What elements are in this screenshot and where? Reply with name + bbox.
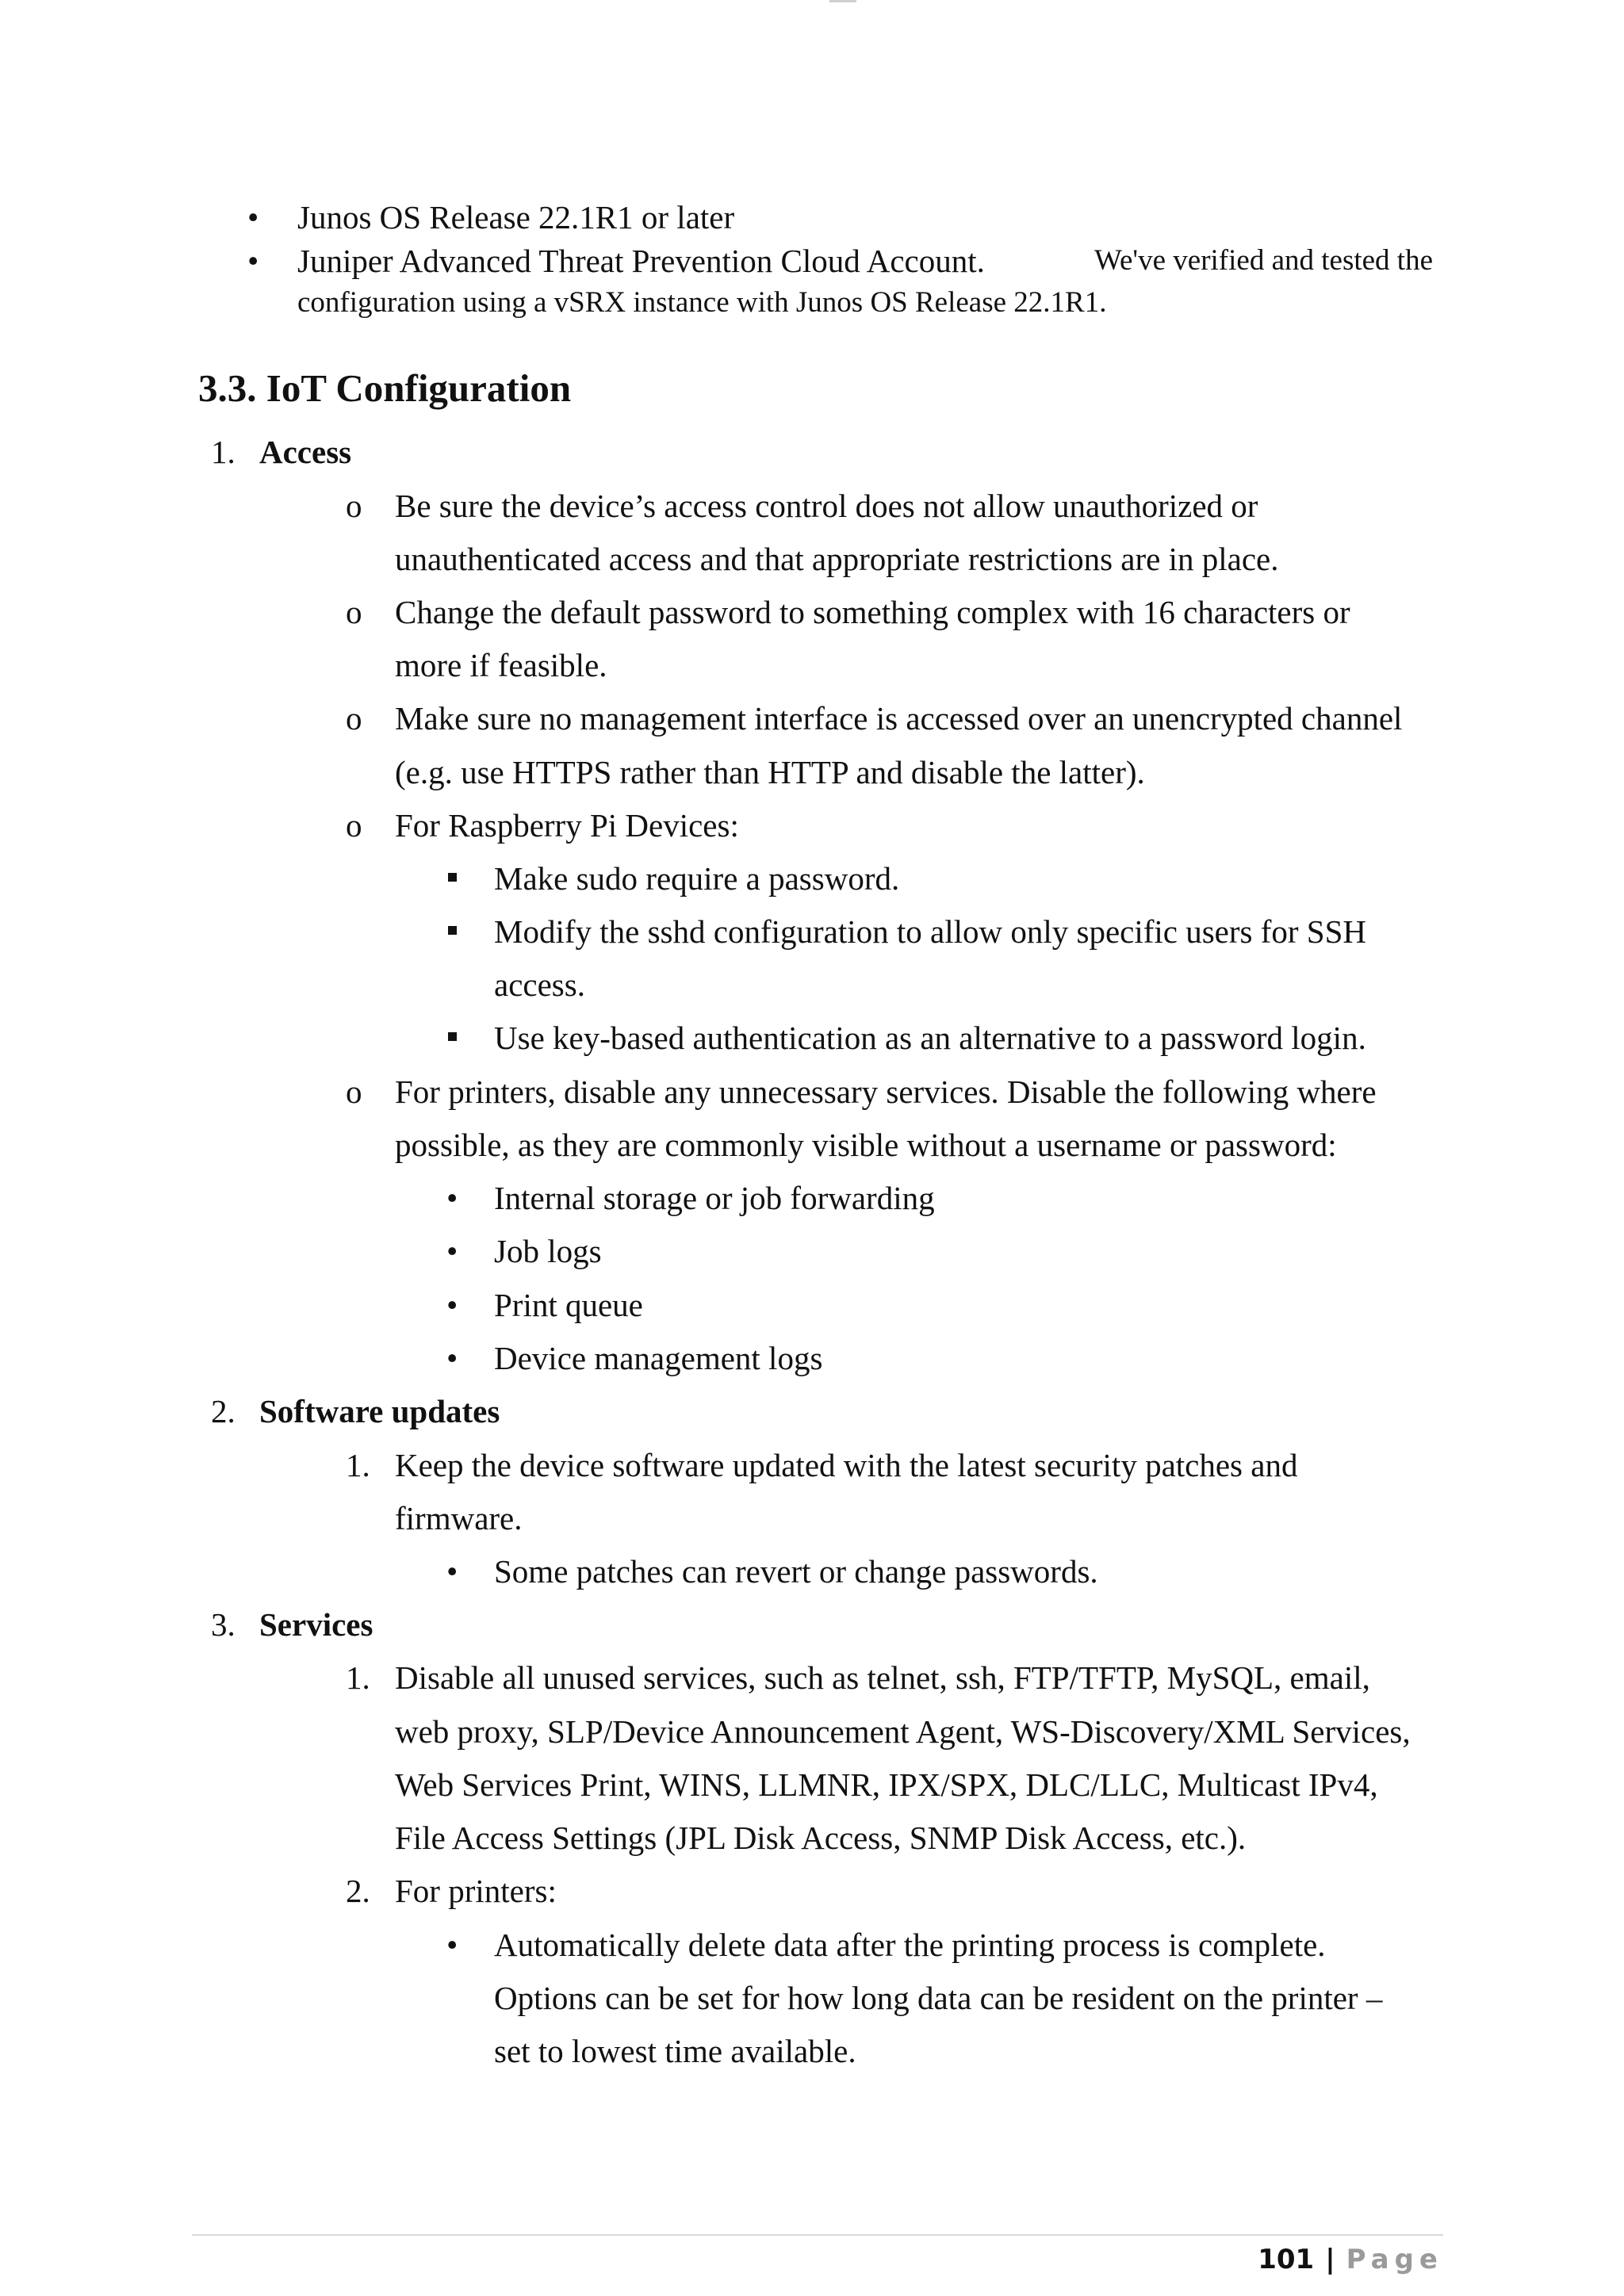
bullet-marker: • bbox=[446, 1927, 458, 1963]
access-item-2-line-2: more if feasible. bbox=[395, 647, 607, 683]
list-number: 3. bbox=[211, 1606, 236, 1643]
requirement-atp: Juniper Advanced Threat Prevention Cloud Account. bbox=[297, 243, 985, 279]
circle-marker: o bbox=[346, 700, 362, 737]
circle-marker: o bbox=[346, 1073, 362, 1110]
list-number: 1. bbox=[346, 1447, 370, 1483]
list-number: 2. bbox=[211, 1393, 236, 1429]
services-item-2: For printers: bbox=[395, 1873, 557, 1909]
access-title: Access bbox=[259, 434, 352, 470]
requirement-atp-line bbox=[297, 242, 1433, 280]
list-number: 2. bbox=[346, 1873, 370, 1909]
access-item-3-line-1: Make sure no management interface is accessed over an unencrypted channel bbox=[395, 700, 1403, 737]
circle-marker: o bbox=[346, 594, 362, 630]
square-bullet-marker bbox=[448, 873, 457, 882]
services-item-1-line-4: File Access Settings (JPL Disk Access, SNMP Disk Access, etc.). bbox=[395, 1820, 1247, 1856]
printer-item-4: Device management logs bbox=[494, 1340, 823, 1376]
software-item-line-2: firmware. bbox=[395, 1500, 523, 1536]
verification-note: We've verified and tested the bbox=[1094, 244, 1433, 277]
software-bullet: Some patches can revert or change passwords. bbox=[494, 1553, 1098, 1590]
bullet-marker: • bbox=[446, 1233, 458, 1269]
access-item-5-line-1: For printers, disable any unnecessary services. Disable the following where bbox=[395, 1073, 1377, 1110]
bullet-marker: • bbox=[446, 1340, 458, 1376]
access-item-1-line-2: unauthenticated access and that appropriate restrictions are in place. bbox=[395, 541, 1279, 577]
circle-marker: o bbox=[346, 807, 362, 844]
printer-item-1: Internal storage or job forwarding bbox=[494, 1180, 935, 1216]
pi-item-2-line-2: access. bbox=[494, 966, 585, 1003]
services-title: Services bbox=[259, 1606, 373, 1643]
access-item-2-line-1: Change the default password to something complex with 16 characters or bbox=[395, 594, 1350, 630]
bullet-marker: • bbox=[446, 1180, 458, 1216]
footer-rule bbox=[192, 2234, 1443, 2236]
services-item-1-line-1: Disable all unused services, such as telnet, ssh, FTP/TFTP, MySQL, email, bbox=[395, 1659, 1370, 1696]
bullet-marker: • bbox=[446, 1287, 458, 1323]
printer-delete-line-3: set to lowest time available. bbox=[494, 2033, 856, 2069]
access-item-5-line-2: possible, as they are commonly visible without a username or password: bbox=[395, 1127, 1337, 1163]
services-item-1-line-2: web proxy, SLP/Device Announcement Agent, WS-Discovery/XML Services, bbox=[395, 1713, 1411, 1750]
printer-item-3: Print queue bbox=[494, 1287, 643, 1323]
circle-marker: o bbox=[346, 488, 362, 524]
square-bullet-marker bbox=[448, 926, 457, 935]
square-bullet-marker bbox=[448, 1032, 457, 1041]
bullet-marker: • bbox=[446, 1553, 458, 1590]
list-number: 1. bbox=[211, 434, 236, 470]
services-item-1-line-3: Web Services Print, WINS, LLMNR, IPX/SPX, DLC/LLC, Multicast IPv4, bbox=[395, 1766, 1378, 1803]
header-mark bbox=[829, 0, 856, 2]
access-item-4: For Raspberry Pi Devices: bbox=[395, 807, 739, 844]
pi-item-2-line-1: Modify the sshd configuration to allow only specific users for SSH bbox=[494, 913, 1367, 950]
page-number: 101 bbox=[1258, 2244, 1315, 2275]
section-heading: 3.3. IoT Configuration bbox=[198, 366, 572, 410]
requirement-junos: Junos OS Release 22.1R1 or later bbox=[297, 199, 735, 235]
footer-separator: | bbox=[1325, 2244, 1335, 2275]
verification-note-continued: configuration using a vSRX instance with Junos OS Release 22.1R1. bbox=[297, 286, 1107, 319]
pi-item-1: Make sudo require a password. bbox=[494, 860, 900, 897]
bullet-marker: • bbox=[247, 199, 259, 235]
pi-item-3: Use key-based authentication as an alternative to a password login. bbox=[494, 1020, 1366, 1056]
list-number: 1. bbox=[346, 1659, 370, 1696]
software-title: Software updates bbox=[259, 1393, 500, 1429]
software-item-line-1: Keep the device software updated with the latest security patches and bbox=[395, 1447, 1298, 1483]
bullet-marker: • bbox=[247, 243, 259, 279]
printer-delete-line-1: Automatically delete data after the printing process is complete. bbox=[494, 1927, 1326, 1963]
access-item-3-line-2: (e.g. use HTTPS rather than HTTP and disable the latter). bbox=[395, 754, 1145, 790]
page-label: Page bbox=[1346, 2244, 1443, 2275]
page-footer bbox=[1258, 2242, 1443, 2277]
printer-delete-line-2: Options can be set for how long data can be resident on the printer – bbox=[494, 1980, 1383, 2016]
printer-item-2: Job logs bbox=[494, 1233, 602, 1269]
access-item-1-line-1: Be sure the device’s access control does not allow unauthorized or bbox=[395, 488, 1258, 524]
